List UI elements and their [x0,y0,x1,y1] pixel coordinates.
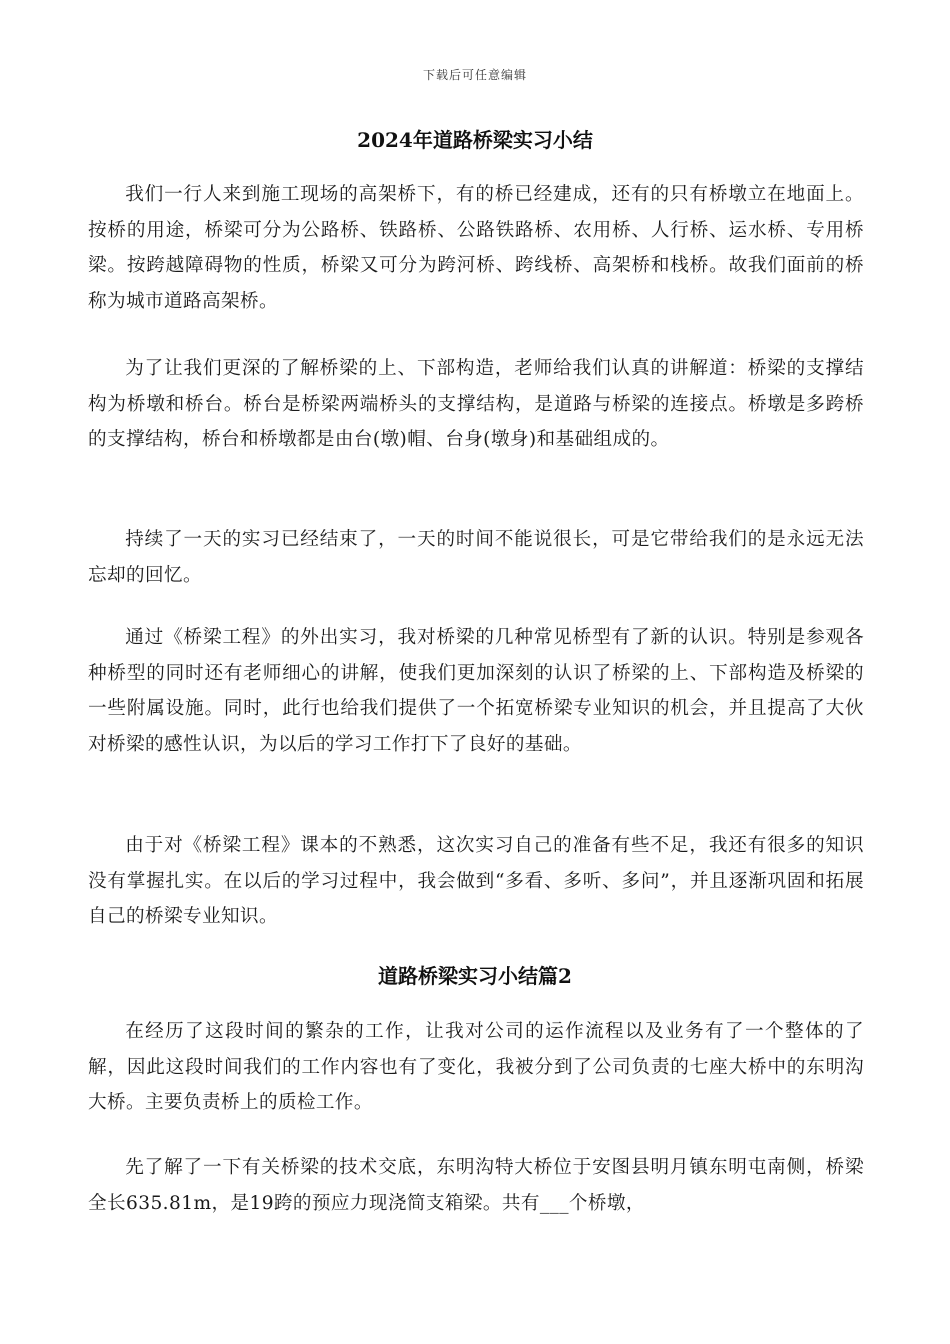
section-title: 道路桥梁实习小结篇2 [378,964,572,988]
paragraph: 通过《桥梁工程》的外出实习，我对桥梁的几种常见桥型有了新的认识。特别是参观各种桥型的同时还有老师细心的讲解，使我们更加深刻的认识了桥梁的上、下部构造及桥梁的一些附属设施。同时，此行也给我们提供了一个拓宽桥梁专业知识的机会，并且提高了大伙对桥梁的感性认识，为以后的学习工作打下了良好的基础。 [88,627,864,755]
paragraph: 持续了一天的实习已经结束了，一天的时间不能说很长，可是它带给我们的是永远无法忘却的回忆。 [88,529,864,586]
paragraph: 在经历了这段时间的繁杂的工作，让我对公司的运作流程以及业务有了一个整体的了解，因此这段时间我们的工作内容也有了变化，我被分到了公司负责的七座大桥中的东明沟大桥。主要负责桥上的质检工作。 [88,1021,864,1113]
paragraph: 我们一行人来到施工现场的高架桥下，有的桥已经建成，还有的只有桥墩立在地面上。按桥的用途，桥梁可分为公路桥、铁路桥、公路铁路桥、农用桥、人行桥、运水桥、专用桥梁。按跨越障碍物的性质，桥梁又可分为跨河桥、跨线桥、高架桥和栈桥。故我们面前的桥称为城市道路高架桥。 [88,184,864,312]
section-title: 2024年道路桥梁实习小结 [357,128,593,152]
page-header: 下载后可任意编辑 [422,68,527,82]
paragraph: 由于对《桥梁工程》课本的不熟悉，这次实习自己的准备有些不足，我还有很多的知识没有掌握扎实。在以后的学习过程中，我会做到“多看、多听、多问”，并且逐渐巩固和拓展自己的桥梁专业知识。 [88,835,864,927]
paragraph: 为了让我们更深的了解桥梁的上、下部构造，老师给我们认真的讲解道：桥梁的支撑结构为桥墩和桥台。桥台是桥梁两端桥头的支撑结构，是道路与桥梁的连接点。桥墩是多跨桥的支撑结构，桥台和桥墩都是由台(墩)帽、台身(墩身)和基础组成的。 [88,358,864,450]
paragraph: 先了解了一下有关桥梁的技术交底，东明沟特大桥位于安图县明月镇东明屯南侧，桥梁全长635.81m，是19跨的预应力现浇简支箱梁。共有___个桥墩， [88,1157,864,1214]
